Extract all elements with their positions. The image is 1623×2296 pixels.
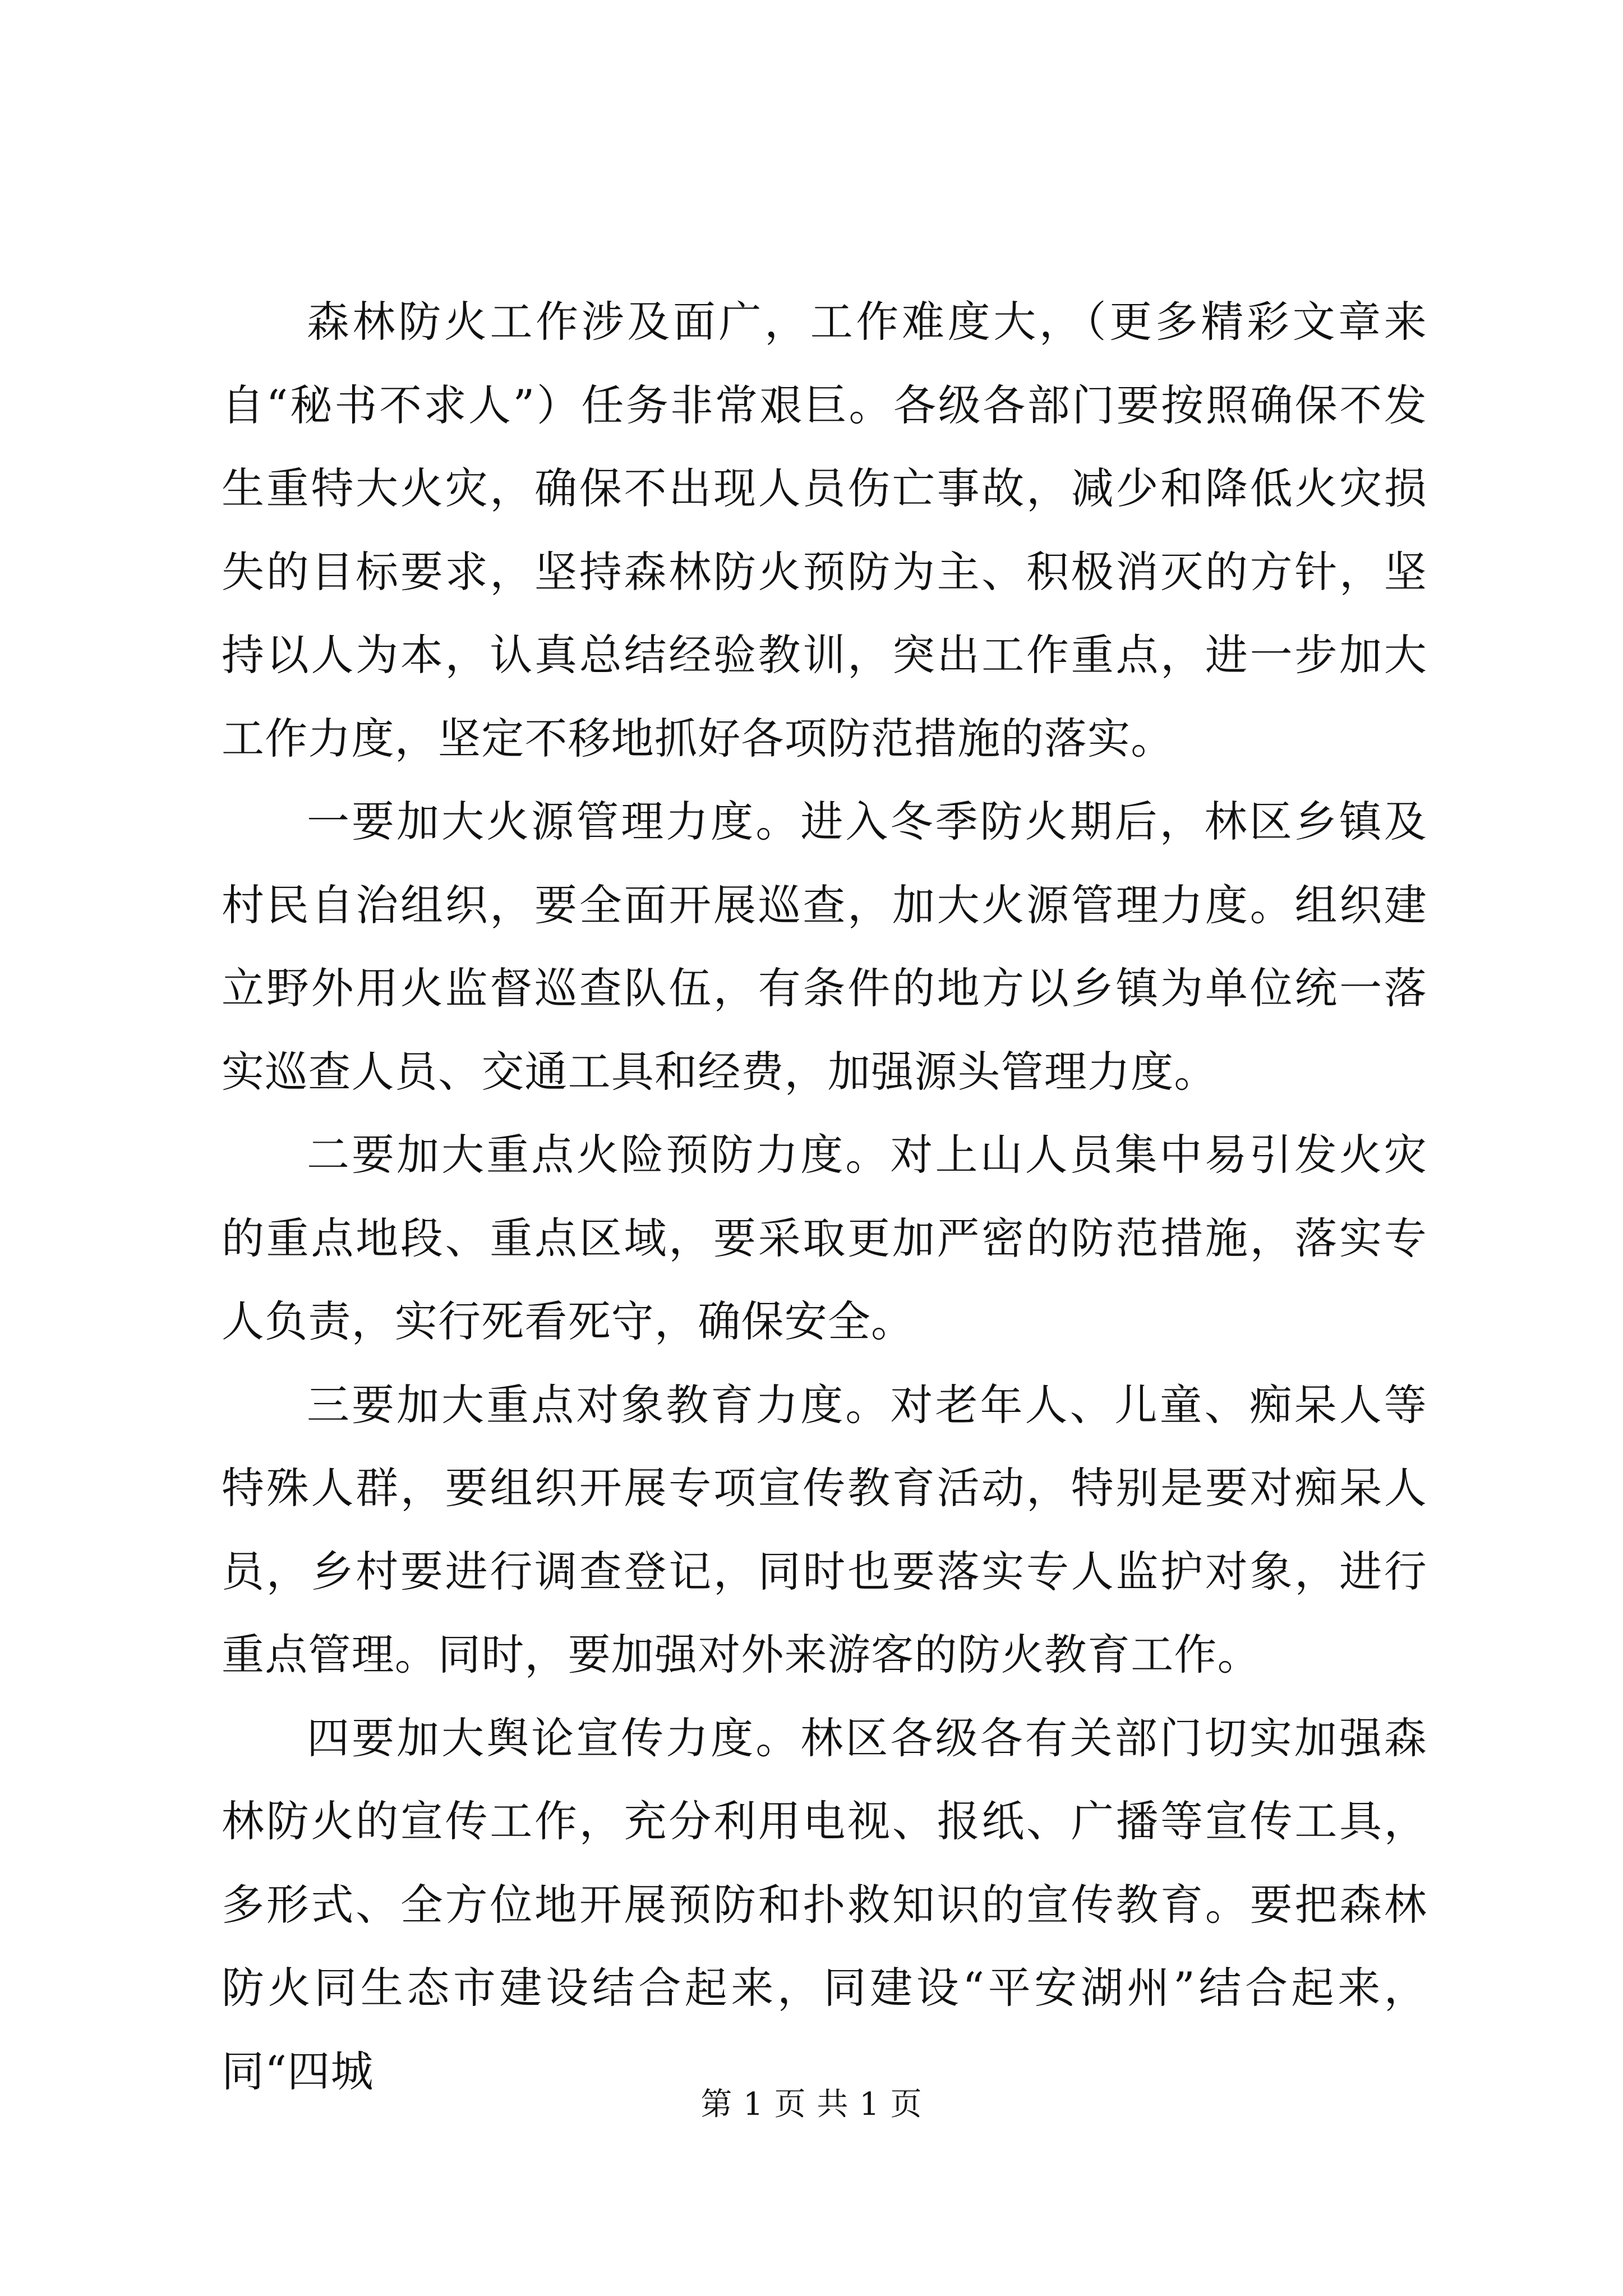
- paragraph-key-risk-prevention: 二要加大重点火险预防力度。对上山人员集中易引发火灾的重点地段、重点区域，要采取更加严密的防范措施，落实专人负责，实行死看死守，确保安全。: [222, 1130, 1427, 1346]
- paragraph-public-publicity: 四要加大舆论宣传力度。林区各级各有关部门切实加强森林防火的宣传工作，充分利用电视、报纸、广播等宣传工具，多形式、全方位地开展预防和扑救知识的宣传教育。要把森林防火同生态市建设结合起来，同建设“平安湖州”结合起来，同“四城: [222, 1713, 1427, 2096]
- paragraph-intro: 森林防火工作涉及面广，工作难度大，（更多精彩文章来自“秘书不求人”）任务非常艰巨。各级各部门要按照确保不发生重特大火灾，确保不出现人员伤亡事故，减少和降低火灾损失的目标要求，坚持森林防火预防为主、积极消灭的方针，坚持以人为本，认真总结经验教训，突出工作重点，进一步加大工作力度，坚定不移地抓好各项防范措施的落实。: [222, 297, 1427, 763]
- paragraph-fire-source-management: 一要加大火源管理力度。进入冬季防火期后，林区乡镇及村民自治组织，要全面开展巡查，加大火源管理力度。组织建立野外用火监督巡查队伍，有条件的地方以乡镇为单位统一落实巡查人员、交通工具和经费，加强源头管理力度。: [222, 797, 1427, 1097]
- page-number-footer: 第 1 页 共 1 页: [700, 2086, 923, 2123]
- paragraph-key-group-education: 三要加大重点对象教育力度。对老年人、儿童、痴呆人等特殊人群，要组织开展专项宣传教育活动，特别是要对痴呆人员，乡村要进行调查登记，同时也要落实专人监护对象，进行重点管理。同时，要加强对外来游客的防火教育工作。: [222, 1379, 1427, 1680]
- document-body: [222, 280, 1427, 2113]
